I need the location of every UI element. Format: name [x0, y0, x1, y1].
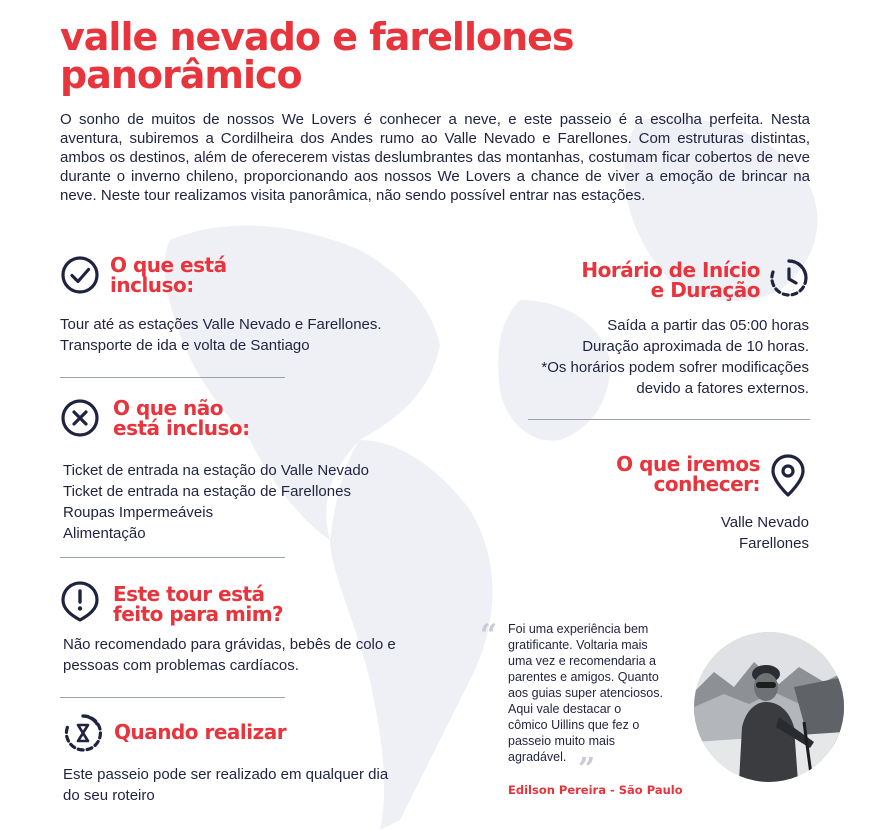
open-quote-icon: “ [480, 618, 498, 653]
close-quote-icon: ” [578, 752, 596, 787]
for-me-heading: Este tour está feito para mim? [113, 582, 284, 626]
x-circle-icon [60, 398, 100, 438]
for-me-text: Não recomendado para grávidas, bebês de colo e pessoas com problemas cardíacos. [63, 636, 396, 674]
page-title [60, 15, 574, 97]
list-item: Transporte de ida e volta de Santiago [60, 337, 310, 354]
clock-icon [768, 257, 810, 299]
when-heading: Quando realizar [114, 720, 287, 744]
included-heading: O que está incluso: [110, 253, 227, 297]
location-pin-icon [770, 453, 806, 499]
visit-heading: O que iremos conhecer: [616, 452, 760, 496]
included-list [60, 314, 382, 356]
intro-paragraph: O sonho de muitos de nossos We Lovers é conhecer a neve, e este passeio é a escolha perfeita. Nesta aventura, subiremos a Cordilheira dos Andes rumo ao Valle Nevado e Farellones. Com estruturas distintas, ambos os destinos, além de oferecerem vistas deslumbrantes das montanhas, costumam ficar cobertos de neve durante o inverno chileno, proporcionando aos nossos We Lovers a chance de viver a emoção de brincar na neve. Neste tour realizamos visita panorâmica, não sendo possível entrar nas estações. [60, 111, 810, 204]
list-item: Tour até as estações Valle Nevado e Farellones. [60, 316, 382, 333]
testimonial-text: Foi uma experiência bem gratificante. Voltaria mais uma vez e recomendaria a parentes e amigos. Quanto aos guias super atenciosos. Aqui vale destacar o cômico Uillins que fez o passeio muito mais agradável. [508, 622, 663, 764]
title-line-1: valle nevado e farellones [60, 15, 574, 59]
divider [60, 697, 285, 698]
schedule-heading: Horário de Início e Duração [581, 258, 760, 302]
divider [60, 557, 285, 558]
hourglass-timer-icon [63, 713, 103, 753]
divider [528, 419, 810, 420]
list-item: Alimentação [63, 525, 146, 542]
check-circle-icon [60, 255, 100, 295]
testimonial-photo [694, 632, 844, 782]
when-text: Este passeio pode ser realizado em qualquer dia do seu roteiro [63, 766, 389, 804]
list-item: Ticket de entrada na estação do Valle Nevado [63, 462, 370, 479]
schedule-text: Saída a partir das 05:00 horas Duração aproximada de 10 horas. *Os horários podem sofrer modificações devido a fatores externos. [541, 317, 809, 397]
list-item: Roupas Impermeáveis [63, 504, 214, 521]
not-included-heading: O que não está incluso: [113, 396, 250, 440]
list-item: Ticket de entrada na estação de Farellones [63, 483, 351, 500]
list-item: Valle Nevado [720, 514, 809, 531]
testimonial-author: Edilson Pereira - São Paulo [508, 783, 683, 797]
title-line-2: panorâmico [60, 53, 302, 97]
divider [60, 377, 285, 378]
not-included-list [63, 460, 369, 544]
alert-pin-icon [60, 580, 100, 622]
list-item: Farellones [738, 535, 809, 552]
visit-list [721, 512, 809, 554]
